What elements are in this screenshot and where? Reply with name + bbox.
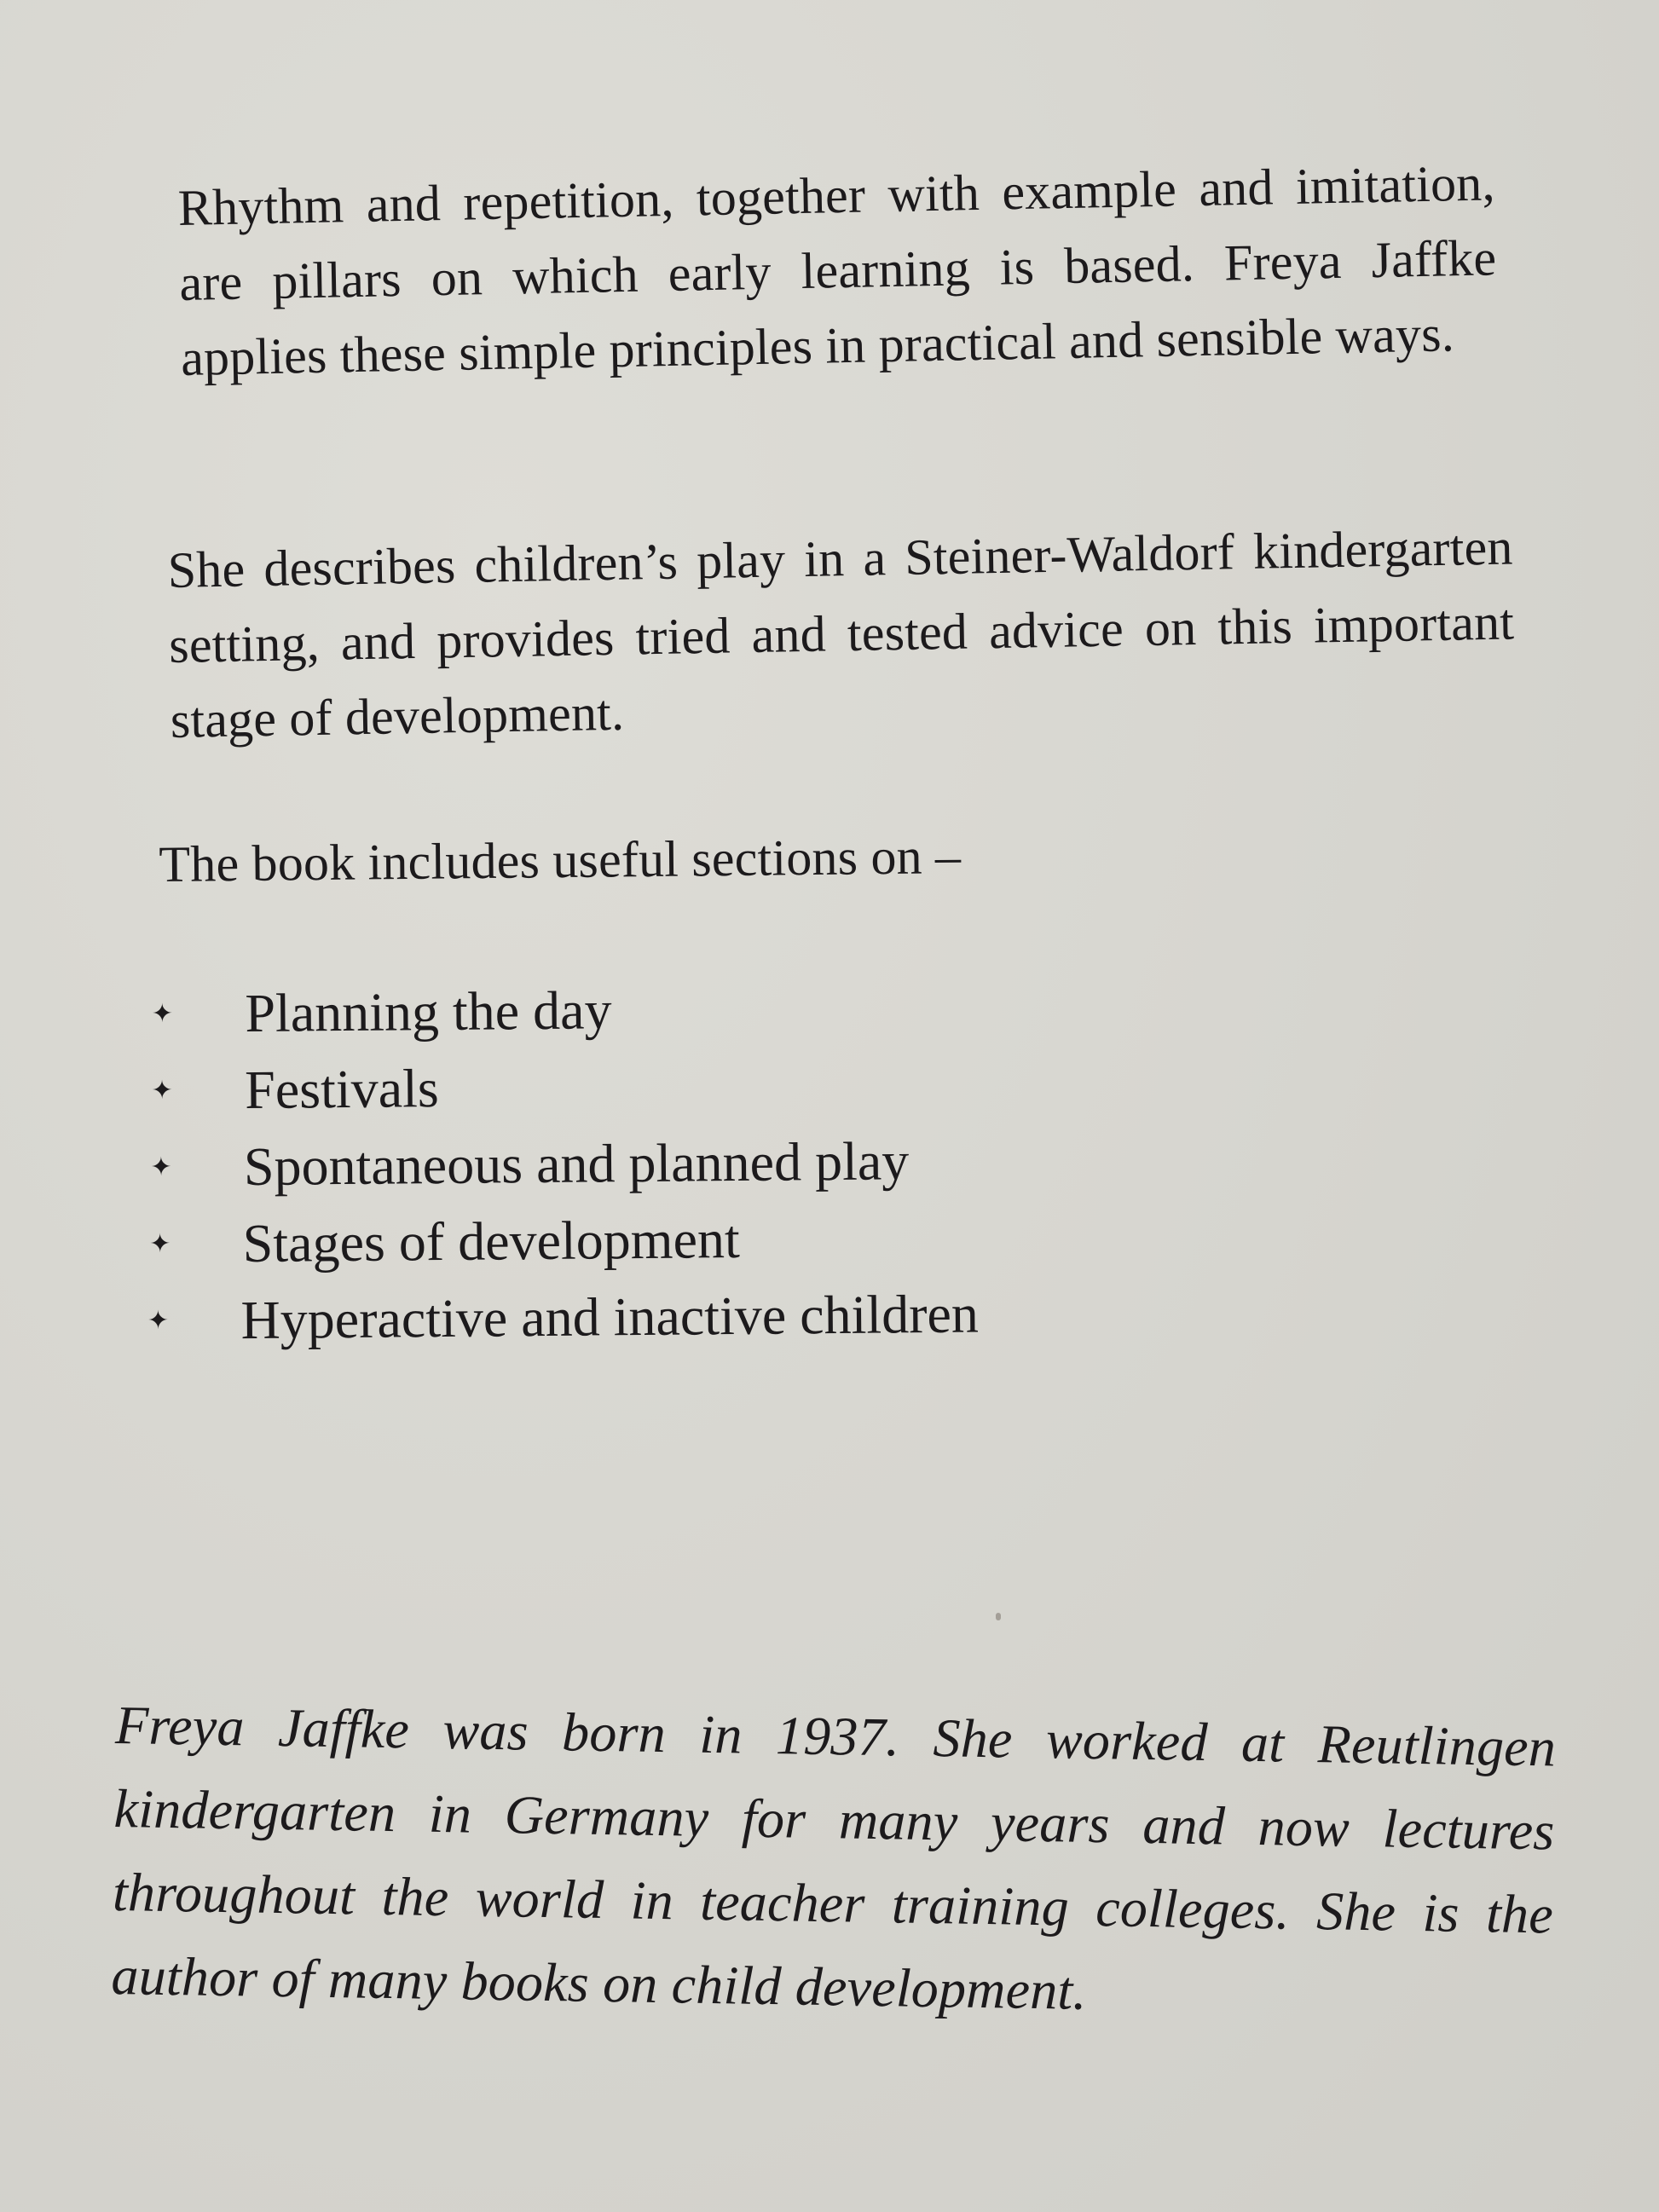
star-bullet-icon: ✦: [150, 1152, 172, 1181]
list-item-label: Hyperactive and inactive children: [240, 1283, 980, 1351]
list-item: [148, 1121, 1175, 1206]
list-item: [147, 1198, 1175, 1284]
list-item-label: Spontaneous and planned play: [243, 1130, 910, 1198]
intro-paragraph-1: Rhythm and repetition, together with example and imitation, are pillars on which early learning is based. Freya Jaffke applies these simple principles in practical and sensible ways.: [177, 154, 1497, 386]
sections-list: [149, 967, 1176, 1360]
star-bullet-icon: ✦: [151, 1076, 173, 1105]
paper-speck: [996, 1613, 1001, 1620]
list-item: [149, 1044, 1174, 1129]
list-item: [145, 1274, 1176, 1360]
list-item-label: Planning the day: [245, 979, 612, 1044]
star-bullet-icon: ✦: [147, 1306, 170, 1336]
sections-lead-text: The book includes useful sections on –: [159, 828, 962, 892]
list-item-label: Festivals: [244, 1058, 440, 1121]
list-item: [149, 967, 1173, 1053]
author-bio: Freya Jaffke was born in 1937. She worked at Reutlingen kindergarten in Germany for many years and now lectures throughout the world in teacher training colleges. She is the author of many books on child development.: [111, 1694, 1557, 2021]
list-item-label: Stages of development: [242, 1208, 740, 1274]
star-bullet-icon: ✦: [151, 999, 174, 1028]
intro-paragraph-2: She describes children’s play in a Steiner-Waldorf kindergarten setting, and provides tried and tested advice on this important stage of development.: [167, 518, 1515, 748]
star-bullet-icon: ✦: [149, 1229, 171, 1259]
